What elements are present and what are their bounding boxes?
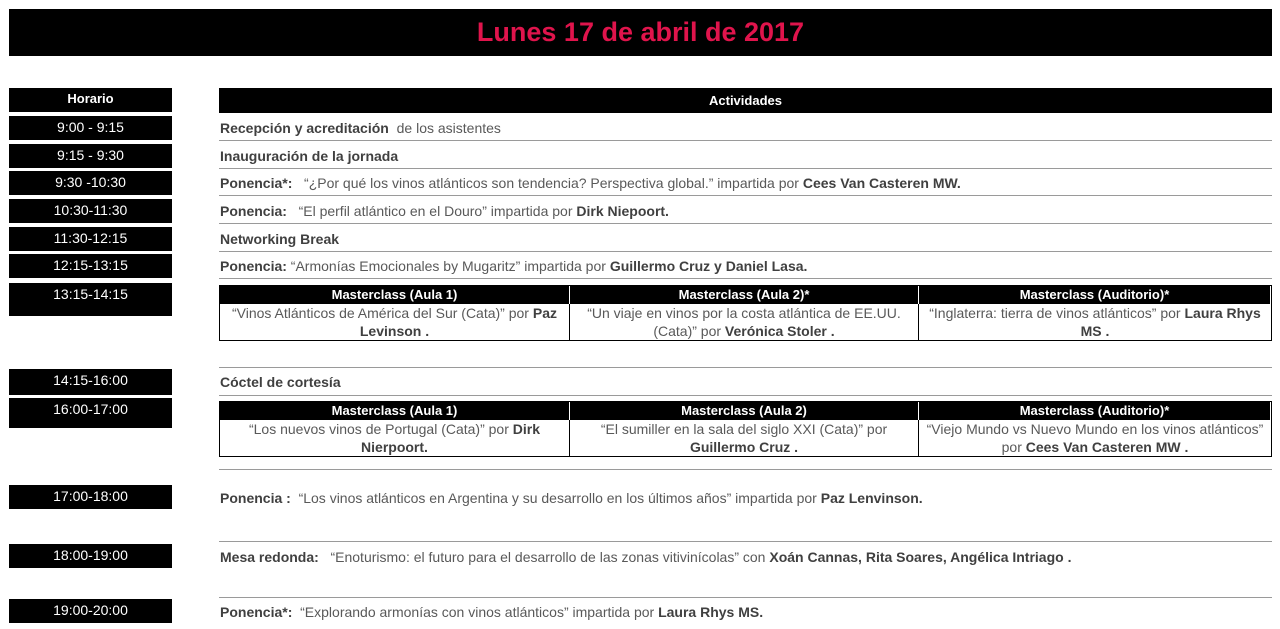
time-slot: 16:00-17:00 [9,398,172,428]
activity-row [219,171,1272,196]
activity-title: Recepción y acreditación [220,120,389,136]
masterclass-title: “Los nuevos vinos de Portugal (Cata)” por [248,421,513,437]
speaker-name: Verónica Stoler . [724,323,835,339]
time-slot: 12:15-13:15 [9,254,172,278]
activities-column-header: Actividades [219,88,1272,113]
time-slot: 14:15-16:00 [9,369,172,395]
activity-title: Networking Break [220,231,340,247]
masterclass-table [219,285,1272,341]
masterclass-cell [919,304,1271,340]
activity-row [219,367,1272,396]
activity-description: “Armonías Emocionales by Mugaritz” impartida por [286,258,610,274]
time-slot: 17:00-18:00 [9,485,172,509]
time-slot: 10:30-11:30 [9,199,172,223]
activity-row [219,199,1272,224]
speaker-name: Guillermo Cruz y Daniel Lasa. [609,258,808,274]
speaker-name: Cees Van Casteren MW. [802,175,961,191]
activity-row [219,144,1272,169]
activity-description: “Explorando armonías con vinos atlánticos” impartida por [292,604,659,620]
masterclass-header: Masterclass (Auditorio)* [919,402,1271,420]
time-slot: 9:30 -10:30 [9,171,172,195]
speaker-name: Laura Rhys MS. [658,604,764,620]
masterclass-cell [570,304,919,340]
masterclass-header: Masterclass (Aula 1) [220,402,570,420]
masterclass-title: “Inglaterra: tierra de vinos atlánticos” por [929,305,1185,321]
masterclass-cell [570,420,919,456]
masterclass-header: Masterclass (Aula 1) [220,286,570,304]
masterclass-header: Masterclass (Aula 2)* [570,286,919,304]
divider [219,469,1272,470]
masterclass-cell [220,420,570,456]
activity-row [219,545,1272,569]
activity-title: Ponencia*: [220,604,293,620]
masterclass-title: “Un viaje en vinos por la costa atlántica de EE.UU. (Cata)” por [587,305,901,339]
activity-description: “El perfil atlántico en el Douro” impartida por [286,203,577,219]
masterclass-title: “Vinos Atlánticos de América del Sur (Cata)” por [231,305,533,321]
time-slot: 13:15-14:15 [9,283,172,316]
masterclass-title: “El sumiller en la sala del siglo XXI (Cata)” por [600,421,888,437]
activity-row [219,486,1272,510]
speaker-name: Cees Van Casteren MW . [1025,439,1189,455]
activity-title: Ponencia: [220,258,287,274]
time-slot: 9:00 - 9:15 [9,116,172,140]
activity-description: de los asistentes [388,120,501,136]
activity-row [219,254,1272,279]
page-title: Lunes 17 de abril de 2017 [9,9,1272,56]
time-slot: 18:00-19:00 [9,544,172,568]
time-slot: 11:30-12:15 [9,227,172,251]
masterclass-cell [919,420,1271,456]
time-slot: 9:15 - 9:30 [9,144,172,168]
activity-row [219,600,1272,624]
speaker-name: Paz Lenvinson. [820,490,923,506]
activity-title: Ponencia*: [220,175,293,191]
speaker-name: Laura Rhys MS . [1080,305,1261,339]
activity-description: “Los vinos atlánticos en Argentina y su desarrollo en los últimos años” impartida por [290,490,821,506]
masterclass-header: Masterclass (Auditorio)* [919,286,1271,304]
speaker-name: Dirk Niepoort. [576,203,669,219]
activity-description: “Enoturismo: el futuro para el desarrollo de las zonas vitivinícolas” con [318,549,770,565]
activity-row [219,116,1272,141]
speaker-name: Guillermo Cruz . [689,439,799,455]
activity-title: Inauguración de la jornada [220,148,399,164]
divider [219,541,1272,542]
masterclass-table [219,401,1272,457]
masterclass-title: “Viejo Mundo vs Nuevo Mundo en los vinos atlánticos” por [926,421,1264,455]
activity-description: “¿Por qué los vinos atlánticos son tendencia? Perspectiva global.” impartida por [292,175,803,191]
activity-title: Ponencia: [220,203,287,219]
masterclass-header: Masterclass (Aula 2) [570,402,919,420]
divider [219,597,1272,598]
speaker-name: Xoán Cannas, Rita Soares, Angélica Intriago . [769,549,1072,565]
speaker-name: Paz Levinson . [359,305,557,339]
activity-row [219,227,1272,252]
activity-title: Ponencia : [220,490,291,506]
time-slot: 19:00-20:00 [9,599,172,623]
speaker-name: Dirk Nierpoort. [361,421,541,455]
time-column-header: Horario [9,88,172,112]
activity-title: Mesa redonda: [220,549,319,565]
activity-title: Cóctel de cortesía [220,374,341,390]
masterclass-cell [220,304,570,340]
